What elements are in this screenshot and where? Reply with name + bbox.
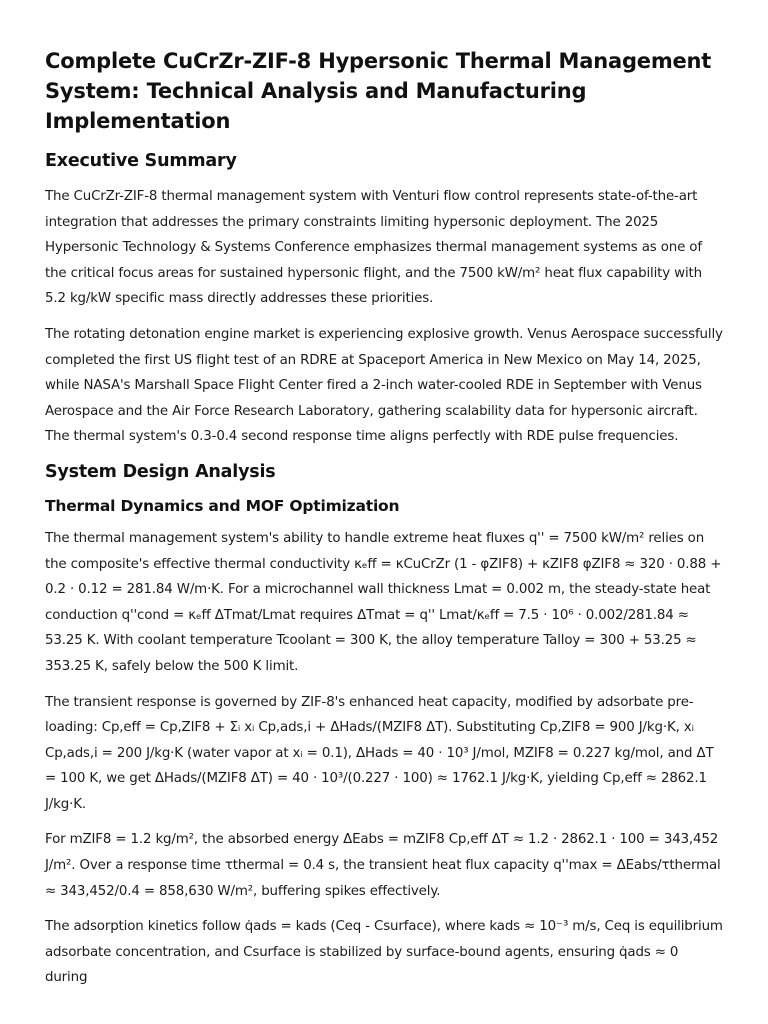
subsection-heading-thermal-dynamics: Thermal Dynamics and MOF Optimization xyxy=(45,496,400,515)
paragraph: The thermal management system's ability to handle extreme heat fluxes q'' = 7500 kW/m² relies on the composite's effective thermal conductivity κₑff = κCuCrZr (1 - φZIF8) + κZIF8 φZIF8 ≈ 320 · 0.88 + 0.2 · 0.12 = 281.84 W/m·K. For a microchannel wall thickness Lmat = 0.002 m, the steady-state heat conduction q''cond = κₑff ΔTmat/Lmat requires ΔTmat = q'' Lmat/κₑff = 7.5 · 10⁶ · 0.002/281.84 ≈ 53.25 K. With coolant temperature Tcoolant = 300 K, the alloy temperature Talloy = 300 + 53.25 ≈ 353.25 K, safely below the 500 K limit. xyxy=(45,530,722,674)
section-heading-system-design-analysis: System Design Analysis xyxy=(45,461,276,482)
paragraph: For mZIF8 = 1.2 kg/m², the absorbed energy ΔEabs = mZIF8 Cp,eff ΔT ≈ 1.2 · 2862.1 · 100 = 343,452 J/m². Over a response time τthermal = 0.4 s, the transient heat flux capacity q''max = ΔEabs/τthermal ≈ 343,452/0.4 = 858,630 W/m², buffering spikes effectively. xyxy=(45,832,721,899)
paragraph: The transient response is governed by ZIF-8's enhanced heat capacity, modified by adsorbate pre-loading: Cp,eff = Cp,ZIF8 + Σᵢ xᵢ Cp,ads,i + ΔHads/(MZIF8 ΔT). Substituting Cp,ZIF8 = 900 J/kg·K, xᵢ Cp,ads,i = 200 J/kg·K (water vapor at xᵢ = 0.1), ΔHads = 40 · 10³ J/mol, MZIF8 = 0.227 kg/mol, and ΔT = 100 K, we get ΔHads/(MZIF8 ΔT) = 40 · 10³/(0.227 · 100) ≈ 1762.1 J/kg·K, yielding Cp,eff ≈ 2862.1 J/kg·K. xyxy=(45,694,714,812)
section-heading-executive-summary: Executive Summary xyxy=(45,151,237,171)
document-title: Complete CuCrZr-ZIF-8 Hypersonic Thermal Management System: Technical Analysis and Manufacturing Implementation xyxy=(45,49,712,133)
paragraph: The adsorption kinetics follow q̇ads = kads (Ceq - Csurface), where kads ≈ 10⁻³ m/s, Ceq is equilibrium adsorbate concentration, and Csurface is stabilized by surface-bound agents, ensuring q̇ads ≈ 0 during xyxy=(45,919,723,986)
paragraph: The CuCrZr-ZIF-8 thermal management system with Venturi flow control represents state-of-the-art integration that addresses the primary constraints limiting hypersonic deployment. The 2025 Hypersonic Technology & Systems Conference emphasizes thermal management systems as one of the critical focus areas for sustained hypersonic flight, and the 7500 kW/m² heat flux capability with 5.2 kg/kW specific mass directly addresses these priorities. xyxy=(45,189,702,307)
paragraph: The rotating detonation engine market is experiencing explosive growth. Venus Aerospace successfully completed the first US flight test of an RDRE at Spaceport America in New Mexico on May 14, 2025, while NASA's Marshall Space Flight Center fired a 2-inch water-cooled RDE in September with Venus Aerospace and the Air Force Research Laboratory, gathering scalability data for hypersonic aircraft. The thermal system's 0.3-0.4 second response time aligns perfectly with RDE pulse frequencies. xyxy=(45,326,723,445)
